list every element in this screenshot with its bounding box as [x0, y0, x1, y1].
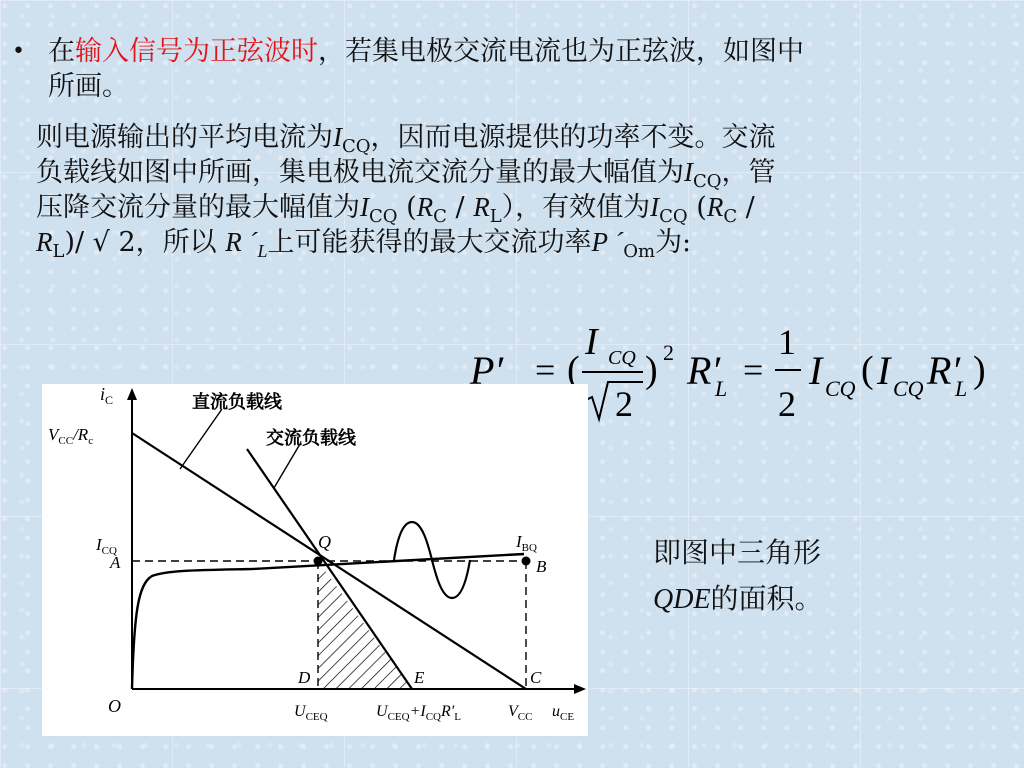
formula-i3: I: [877, 348, 891, 393]
icq-label: $I_{CQ}$: [96, 535, 117, 557]
formula-cq2: CQ: [825, 376, 856, 401]
ac-load-line-label: 交流负载线: [266, 428, 356, 449]
formula-lparen2: (: [861, 349, 874, 391]
symbol-p-prime: P ´: [591, 227, 624, 257]
subscript: L: [257, 241, 268, 261]
text-run: 上可能获得的最大交流功率: [267, 227, 592, 258]
text-run: 负载线如图中所画，集电极电流交流分量的最大幅值为: [36, 157, 684, 188]
symbol-i: I: [333, 122, 342, 152]
symbol-r: R: [36, 227, 53, 257]
point-c-label: C: [530, 668, 542, 687]
symbol-i: I: [360, 192, 369, 222]
symbol-i: I: [684, 157, 693, 187]
formula-two: 2: [778, 384, 796, 424]
formula-lparen: (: [567, 349, 580, 391]
uceq-plus-icq-rl-label: $U_{CEQ}+I_{CQ}R'_L$: [376, 703, 461, 723]
symbol-i: I: [650, 192, 660, 222]
text-run: 压降交流分量的最大幅值为: [36, 192, 360, 223]
formula-num-cq: CQ: [608, 347, 636, 369]
subscript: CQ: [693, 171, 722, 192]
subscript: CQ: [659, 206, 688, 227]
subscript: C: [433, 206, 447, 227]
point-d-label: D: [298, 668, 311, 687]
y-axis-arrow: [127, 388, 137, 400]
formula-rparen: ): [645, 349, 658, 391]
subscript: L: [489, 206, 502, 227]
formula-num-i: I: [585, 321, 598, 363]
uceq-label: $U_{CEQ}$: [294, 703, 328, 723]
subscript: C: [723, 206, 738, 227]
bullet-text: [48, 34, 1008, 104]
explanation-paragraph: [36, 120, 981, 260]
formula-p: P′: [470, 348, 504, 393]
formula-square: 2: [663, 340, 674, 365]
point-b: [522, 557, 531, 566]
note-line2: 的面积。: [710, 582, 823, 615]
point-a-label: A: [110, 553, 121, 572]
text-run: ，因而电源提供的功率不变。交流: [370, 122, 776, 153]
point-q: [314, 557, 323, 566]
subscript: L: [52, 241, 65, 262]
subscript: CQ: [369, 206, 398, 227]
symbol-r: R: [416, 192, 434, 222]
dc-label-pointer: [180, 409, 222, 469]
subscript: CQ: [342, 136, 371, 157]
point-q-label: Q: [318, 532, 331, 552]
load-line-figure: [42, 384, 588, 736]
bullet-prefix: 在: [48, 36, 75, 67]
point-b-label: B: [536, 557, 547, 576]
origin-label: O: [108, 696, 121, 716]
formula-close: ): [973, 349, 986, 391]
uce-label: $u_{CE}$: [552, 703, 575, 723]
x-axis-arrow: [574, 684, 586, 694]
triangle-note: [653, 530, 823, 623]
text-run: 则电源输出的平均电流为: [36, 122, 333, 153]
ibq-label: $I_{BQ}$: [516, 532, 537, 554]
note-qde: QDE: [653, 584, 711, 615]
dc-load-line-label: 直流负载线: [192, 392, 282, 413]
vcc-label: $V_{CC}$: [508, 703, 533, 723]
formula-om: om: [495, 376, 522, 401]
point-e-label: E: [414, 668, 425, 687]
bullet-marker: •: [12, 39, 25, 64]
bullet-line1: ，若集电极交流电流也为正弦波，如图中: [318, 36, 804, 67]
note-line1: 即图中三角形: [653, 536, 822, 569]
text-run: /: [446, 192, 474, 223]
formula-one: 1: [778, 322, 796, 362]
formula-l2: L: [955, 376, 968, 401]
subscript: Om: [623, 241, 656, 262]
formula-eq2: =: [743, 350, 764, 390]
symbol-r: R: [473, 192, 490, 222]
formula-cq3: CQ: [893, 376, 924, 401]
text-run: /: [737, 192, 755, 223]
vcc-rc-label: $V_{CC}/R_c$: [48, 425, 94, 447]
symbol-r-prime: R ´: [225, 227, 258, 257]
formula-sqrt2: 2: [615, 384, 633, 424]
text-run: (: [397, 192, 417, 223]
text-run: (: [687, 192, 707, 223]
formula-i2: I: [809, 348, 823, 393]
text-run: ），有效值为: [501, 192, 651, 223]
formula-r-sub: L: [715, 376, 728, 401]
text-run: )/ √ 2，所以: [64, 227, 217, 258]
ic-label: $i_C$: [100, 384, 114, 407]
symbol-r: R: [706, 192, 724, 222]
text-run: 为:: [655, 227, 692, 258]
formula-r2: R′: [927, 348, 961, 393]
formula-eq: =: [535, 350, 556, 390]
highlight-text: 输入信号为正弦波时: [75, 36, 318, 67]
ac-label-pointer: [274, 444, 300, 488]
formula-r: R′: [687, 348, 721, 393]
text-run: ，管: [721, 157, 776, 188]
bullet-line2: 所画。: [48, 71, 129, 102]
